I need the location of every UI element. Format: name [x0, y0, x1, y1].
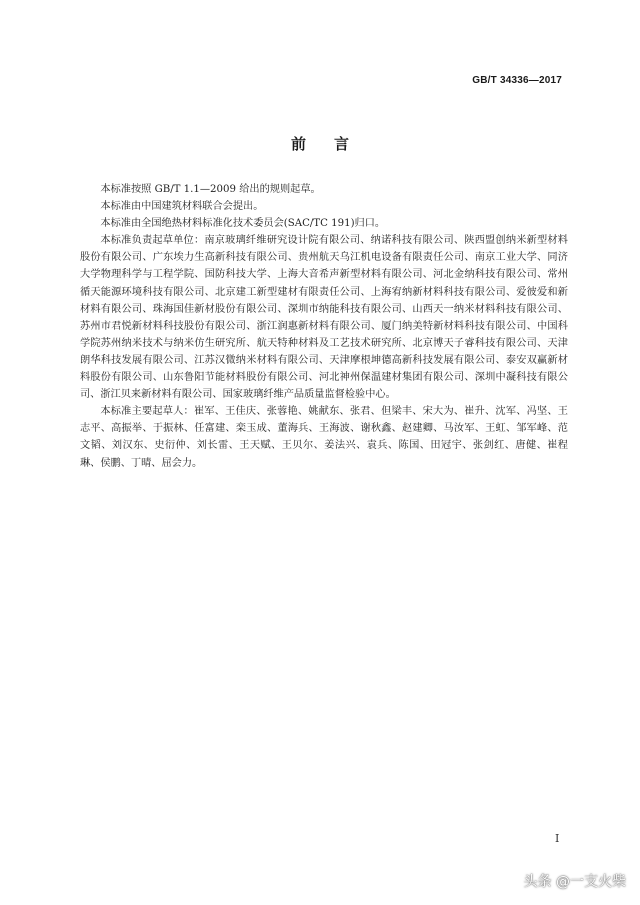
- watermark: 头条 @一支火柴: [523, 874, 626, 890]
- foreword-body: [80, 181, 568, 472]
- paragraph-drafting-rules: 本标准按照 GB/T 1.1—2009 给出的规则起草。: [100, 184, 321, 195]
- page-number: I: [555, 832, 560, 845]
- paragraph-drafters: 本标准主要起草人：崔军、王佳庆、张蓉艳、姚献东、张君、但梁丰、宋大为、崔升、沈军、冯坚、王志平、高振举、于振林、任富建、栾玉成、董海兵、王海波、谢秋鑫、赵建卿、马汝军、王虹、邹军峰、范文韬、刘汉东、史衍仲、刘长雷、王天赋、王贝尔、姜法兴、袁兵、陈国、田冠宇、张剑红、唐健、崔程琳、侯鹏、丁晴、屈会力。: [80, 406, 568, 469]
- page-title: 前言: [290, 135, 377, 153]
- paragraph-proposer: 本标准由中国建筑材料联合会提出。: [100, 201, 264, 213]
- paragraph-drafting-units: 本标准负责起草单位：南京玻璃纤维研究设计院有限公司、纳诺科技有限公司、陕西盟创纳米新型材料股份有限公司、广东埃力生高新科技有限公司、贵州航天乌江机电设备有限责任公司、南京工业大学、同济大学物理科学与工程学院、国防科技大学、上海大音希声新型材料有限公司、河北金纳科技有限公司、常州循天能源环境科技有限公司、北京建工新型建材有限责任公司、上海宥纳新材料科技有限公司、爱彼爱和新材料有限公司、珠海国佳新材股份有限公司、深圳市纳能科技有限公司、山西天一纳米材料科技有限公司、苏州市君悦新材料科技股份有限公司、浙江润惠新材料有限公司、厦门纳美特新材料科技有限公司、中国科学院苏州纳米技术与纳米仿生研究所、航天特种材料及工艺技术研究所、北京博天子睿科技有限公司、天津朗华科技发展有限公司、江苏汉微纳米材料有限公司、天津摩根坤德高新科技发展有限公司、泰安双赢新材料股份有限公司、山东鲁阳节能材料股份有限公司、河北神州保温建材集团有限公司、深圳中凝科技有限公司、浙江贝来新材料有限公司、国家玻璃纤维产品质量监督检验中心。: [80, 235, 568, 401]
- standard-number: GB/T 34336—2017: [472, 75, 562, 86]
- paragraph-committee: 本标准由全国绝热材料标准化技术委员会(SAC/TC 191)归口。: [100, 218, 386, 230]
